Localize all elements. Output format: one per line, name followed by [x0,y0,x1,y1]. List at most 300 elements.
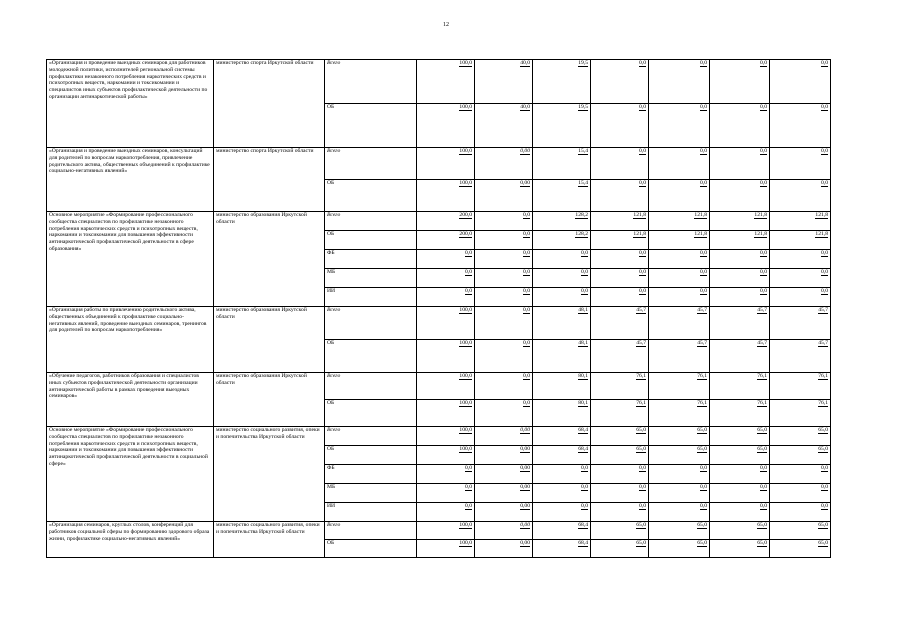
amount-cell [591,465,649,484]
funding-source: ОБ [325,340,417,373]
amount-value: 0,0 [465,250,472,256]
funding-source: ОБ [325,104,417,148]
amount-cell [417,60,475,104]
amount-value: 0,0 [581,288,588,294]
amount-value: 100,0 [459,446,472,452]
amount-value: 65,0 [636,446,646,452]
amount-cell [417,503,475,522]
amount-value: 65,0 [697,446,707,452]
amount-value: 68,4 [578,446,588,452]
amount-value: 45,7 [636,340,646,346]
amount-cell [533,373,591,400]
amount-cell [649,465,710,484]
amount-value: 0,0 [760,288,767,294]
amount-value: 80,1 [578,400,588,406]
amount-cell [591,446,649,465]
amount-value: 65,0 [636,427,646,433]
amount-cell [770,522,831,540]
amount-value: 0,0 [700,250,707,256]
amount-value: 0,00 [520,446,530,452]
amount-cell [475,503,533,522]
amount-value: 0,0 [639,484,646,490]
table-body [47,60,831,558]
amount-value: 0,00 [520,484,530,490]
amount-cell [591,148,649,180]
funding-source: ИИ [325,288,417,307]
amount-cell [475,212,533,231]
table-row [47,60,831,104]
amount-cell [417,104,475,148]
amount-cell [591,373,649,400]
amount-cell [533,269,591,288]
amount-value: 0,0 [821,250,828,256]
activity-description: «Организация семинаров, круглых столов, конференций для работников социальной сферы по формированию здорового образа жизни, профилактике социально-негативных явлений» [47,522,214,558]
amount-cell [770,250,831,269]
amount-cell [475,148,533,180]
amount-value: 0,0 [821,503,828,509]
amount-cell [591,104,649,148]
amount-value: 68,4 [578,522,588,528]
amount-cell [770,269,831,288]
amount-value: 0,0 [639,465,646,471]
amount-cell [649,446,710,465]
funding-source: МБ [325,269,417,288]
amount-cell [649,269,710,288]
amount-value: 0,00 [520,465,530,471]
amount-value: 0,0 [821,104,828,110]
amount-value: 0,0 [581,250,588,256]
funding-source: ОБ [325,540,417,558]
amount-value: 45,7 [757,340,767,346]
amount-cell [533,104,591,148]
amount-value: 0,0 [465,269,472,275]
table-row [47,148,831,180]
amount-cell [533,540,591,558]
amount-cell [710,400,770,427]
funding-source: Всего [325,307,417,340]
amount-value: 45,7 [818,340,828,346]
amount-cell [533,148,591,180]
amount-value: 76,1 [697,400,707,406]
amount-cell [533,231,591,250]
amount-cell [710,180,770,212]
budget-table [46,59,831,558]
funding-source: ФБ [325,465,417,484]
amount-cell [649,540,710,558]
amount-cell [591,400,649,427]
amount-value: 65,0 [697,427,707,433]
amount-cell [591,180,649,212]
executor-cell: министерство образования Иркутской области [214,373,325,427]
amount-value: 68,4 [578,427,588,433]
amount-value: 0,0 [821,269,828,275]
funding-source: ОБ [325,446,417,465]
funding-source: ОБ [325,231,417,250]
amount-cell [770,231,831,250]
amount-value: 0,0 [523,250,530,256]
amount-value: 0,0 [700,465,707,471]
amount-cell [710,503,770,522]
executor-cell: министерство спорта Иркутской области [214,60,325,148]
amount-value: 48,1 [578,340,588,346]
amount-cell [475,288,533,307]
amount-cell [591,522,649,540]
funding-source: Всего [325,373,417,400]
amount-value: 0,0 [639,148,646,154]
amount-cell [417,400,475,427]
amount-value: 121,8 [754,231,767,237]
amount-value: 65,0 [697,540,707,546]
amount-cell [649,484,710,503]
amount-cell [770,307,831,340]
amount-value: 65,0 [636,522,646,528]
amount-cell [417,446,475,465]
funding-source: Всего [325,212,417,231]
amount-value: 45,7 [757,307,767,313]
amount-value: 100,0 [459,400,472,406]
amount-value: 100,0 [459,307,472,313]
amount-cell [710,269,770,288]
amount-cell [417,212,475,231]
amount-cell [417,522,475,540]
amount-value: 0,0 [523,288,530,294]
amount-cell [475,400,533,427]
amount-cell [710,60,770,104]
amount-cell [417,540,475,558]
amount-value: 0,0 [523,307,530,313]
amount-cell [533,400,591,427]
amount-cell [533,212,591,231]
amount-value: 100,0 [459,427,472,433]
amount-cell [475,522,533,540]
activity-description: «Обучение педагогов, работников образования и специалистов иных субъектов профилактической деятельности организации антинаркотической работы в рамках проведения выездных семинаров» [47,373,214,427]
amount-cell [591,269,649,288]
amount-cell [710,104,770,148]
table-row [47,427,831,446]
amount-value: 100,0 [459,522,472,528]
page-number: 12 [443,22,449,28]
amount-cell [417,231,475,250]
amount-value: 80,1 [578,373,588,379]
amount-cell [770,148,831,180]
amount-cell [649,373,710,400]
amount-cell [533,288,591,307]
amount-cell [710,446,770,465]
amount-value: 65,0 [757,446,767,452]
activity-description: Основное мероприятие «Формирование профессионального сообщества специалистов по профилактике незаконного потребления наркотических средств и психотропных веществ, наркомании и токсикомании для повышения эффективности антинаркотической профилактической деятельности в социальной сфере» [47,427,214,522]
amount-cell [649,288,710,307]
amount-cell [710,373,770,400]
amount-value: 0,00 [520,180,530,186]
table-row [47,307,831,340]
amount-value: 40,0 [520,60,530,66]
amount-cell [417,465,475,484]
funding-source: ОБ [325,180,417,212]
amount-value: 0,0 [760,180,767,186]
amount-cell [533,60,591,104]
amount-value: 100,0 [459,104,472,110]
amount-value: 76,1 [697,373,707,379]
amount-value: 121,8 [633,212,646,218]
amount-value: 19,5 [578,104,588,110]
amount-value: 0,0 [581,269,588,275]
amount-value: 0,0 [639,288,646,294]
executor-cell: министерство образования Иркутской области [214,212,325,307]
funding-source: ОБ [325,400,417,427]
amount-cell [417,250,475,269]
amount-value: 0,0 [523,269,530,275]
amount-value: 0,0 [581,465,588,471]
amount-cell [417,427,475,446]
amount-value: 19,5 [578,60,588,66]
amount-cell [417,269,475,288]
funding-source: Всего [325,60,417,104]
amount-cell [417,180,475,212]
executor-cell: министерство социального развития, опеки и попечительства Иркутской области [214,522,325,558]
amount-value: 0,0 [760,269,767,275]
amount-value: 0,0 [523,400,530,406]
funding-source: МБ [325,484,417,503]
amount-value: 45,7 [818,307,828,313]
amount-cell [533,307,591,340]
amount-cell [417,484,475,503]
amount-value: 0,0 [581,484,588,490]
amount-cell [533,427,591,446]
amount-value: 200,0 [459,231,472,237]
amount-value: 76,1 [636,373,646,379]
amount-cell [710,307,770,340]
amount-value: 0,0 [523,340,530,346]
amount-cell [591,307,649,340]
amount-value: 0,0 [821,180,828,186]
amount-value: 0,0 [700,180,707,186]
amount-cell [649,60,710,104]
amount-value: 0,0 [700,60,707,66]
amount-cell [533,465,591,484]
amount-cell [710,465,770,484]
amount-cell [475,231,533,250]
amount-cell [591,231,649,250]
amount-value: 0,0 [700,104,707,110]
amount-cell [533,340,591,373]
amount-cell [591,340,649,373]
amount-value: 48,1 [578,307,588,313]
amount-cell [475,104,533,148]
amount-cell [770,288,831,307]
amount-value: 100,0 [459,340,472,346]
funding-source: Всего [325,522,417,540]
amount-value: 0,00 [520,148,530,154]
amount-cell [533,503,591,522]
amount-value: 0,0 [700,148,707,154]
amount-value: 40,0 [520,104,530,110]
amount-value: 76,1 [636,400,646,406]
amount-cell [649,400,710,427]
amount-cell [649,522,710,540]
amount-cell [591,212,649,231]
amount-cell [770,60,831,104]
amount-value: 0,0 [821,484,828,490]
amount-cell [591,540,649,558]
amount-cell [770,427,831,446]
amount-value: 15,4 [578,180,588,186]
amount-cell [710,540,770,558]
amount-cell [770,465,831,484]
amount-value: 65,0 [757,427,767,433]
amount-cell [770,373,831,400]
amount-cell [475,373,533,400]
amount-cell [770,104,831,148]
amount-value: 0,0 [523,373,530,379]
amount-value: 121,8 [694,212,707,218]
amount-value: 0,0 [639,60,646,66]
amount-cell [649,231,710,250]
amount-value: 76,1 [818,400,828,406]
funding-source: ИИ [325,503,417,522]
funding-source: Всего [325,148,417,180]
amount-value: 0,0 [760,60,767,66]
amount-value: 76,1 [757,400,767,406]
amount-value: 121,8 [815,231,828,237]
amount-value: 100,0 [459,148,472,154]
amount-value: 0,0 [760,503,767,509]
amount-cell [417,148,475,180]
amount-cell [475,484,533,503]
amount-value: 0,0 [821,148,828,154]
amount-value: 0,0 [760,148,767,154]
amount-cell [710,148,770,180]
amount-value: 76,1 [757,373,767,379]
amount-value: 121,8 [694,231,707,237]
amount-value: 0,0 [581,503,588,509]
amount-value: 100,0 [459,180,472,186]
amount-cell [591,503,649,522]
amount-cell [770,340,831,373]
amount-value: 0,0 [465,484,472,490]
amount-value: 128,2 [575,212,588,218]
amount-cell [533,180,591,212]
amount-value: 100,0 [459,540,472,546]
amount-value: 0,0 [639,503,646,509]
amount-cell [649,307,710,340]
amount-cell [475,307,533,340]
amount-cell [591,427,649,446]
amount-cell [770,503,831,522]
amount-value: 0,0 [700,503,707,509]
amount-cell [533,250,591,269]
amount-cell [417,340,475,373]
funding-source: ФБ [325,250,417,269]
amount-cell [770,540,831,558]
amount-value: 0,0 [639,269,646,275]
amount-cell [475,427,533,446]
amount-value: 121,8 [754,212,767,218]
amount-cell [649,180,710,212]
amount-value: 0,0 [639,104,646,110]
table-row [47,212,831,231]
amount-cell [475,180,533,212]
amount-cell [710,212,770,231]
amount-cell [591,250,649,269]
amount-cell [710,288,770,307]
amount-cell [591,484,649,503]
amount-value: 100,0 [459,60,472,66]
amount-value: 0,0 [465,465,472,471]
amount-value: 128,2 [575,231,588,237]
amount-cell [475,250,533,269]
activity-description: «Организация и проведение выездных семинаров, консультаций для родителей по вопросам наркопотребления, привлечение родительского актива, общественных объединений к профилактике социально-негативных явлений» [47,148,214,212]
amount-value: 200,0 [459,212,472,218]
amount-cell [649,503,710,522]
amount-cell [770,484,831,503]
amount-cell [649,104,710,148]
amount-cell [475,465,533,484]
executor-cell: министерство спорта Иркутской области [214,148,325,212]
amount-value: 0,0 [465,288,472,294]
amount-cell [533,484,591,503]
amount-value: 45,7 [697,307,707,313]
amount-cell [533,522,591,540]
amount-cell [649,427,710,446]
amount-value: 0,0 [700,269,707,275]
amount-cell [649,148,710,180]
amount-value: 0,0 [639,180,646,186]
amount-value: 121,8 [633,231,646,237]
amount-cell [710,340,770,373]
amount-value: 0,0 [821,60,828,66]
amount-value: 0,0 [523,212,530,218]
executor-cell: министерство образования Иркутской области [214,307,325,373]
amount-value: 0,0 [760,104,767,110]
amount-value: 65,0 [818,427,828,433]
amount-cell [710,522,770,540]
amount-cell [417,373,475,400]
executor-cell: министерство социального развития, опеки и попечительства Иркутской области [214,427,325,522]
amount-value: 0,0 [760,484,767,490]
table-row [47,373,831,400]
amount-value: 0,0 [821,288,828,294]
amount-value: 65,0 [818,540,828,546]
amount-cell [475,269,533,288]
amount-value: 65,0 [757,522,767,528]
amount-value: 0,00 [520,522,530,528]
amount-cell [475,340,533,373]
amount-value: 0,00 [520,540,530,546]
amount-value: 0,00 [520,503,530,509]
amount-value: 121,8 [815,212,828,218]
amount-cell [770,446,831,465]
amount-value: 65,0 [757,540,767,546]
amount-value: 0,0 [700,288,707,294]
amount-value: 76,1 [818,373,828,379]
amount-cell [710,484,770,503]
amount-value: 0,0 [523,231,530,237]
amount-cell [710,427,770,446]
amount-cell [475,540,533,558]
amount-value: 68,4 [578,540,588,546]
amount-value: 0,0 [760,250,767,256]
amount-value: 65,0 [636,540,646,546]
amount-cell [649,212,710,231]
amount-value: 100,0 [459,373,472,379]
activity-description: «Организация работы по привлечению родительского актива, общественных объединений к профилактике социально-негативных явлений, проведение выездных семинаров, тренингов для родителей по вопросам наркопотребления» [47,307,214,373]
amount-cell [770,180,831,212]
amount-value: 45,7 [697,340,707,346]
amount-cell [649,250,710,269]
amount-cell [591,60,649,104]
amount-value: 65,0 [697,522,707,528]
amount-cell [770,400,831,427]
